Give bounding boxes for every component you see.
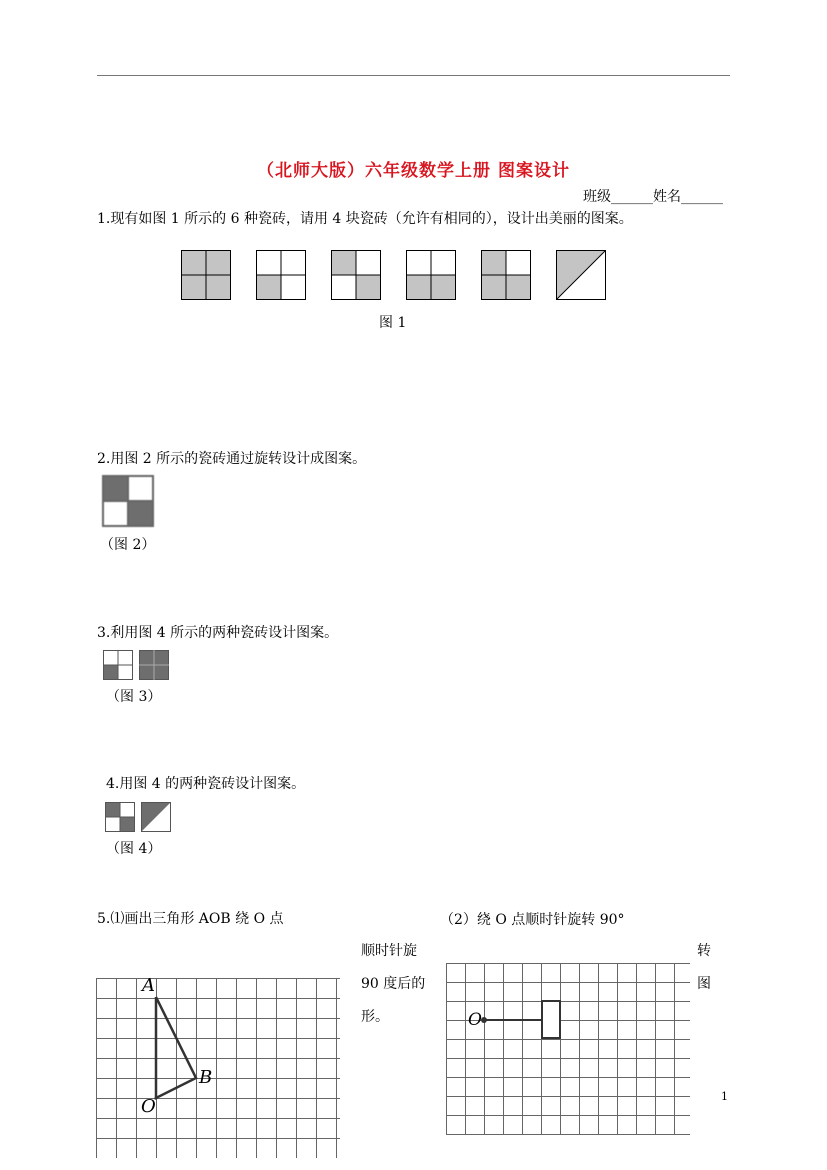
tile-bottom-left-gray: [256, 250, 306, 300]
tile-diagonal-gray: [331, 250, 381, 300]
figure-3-tile-b: [139, 650, 169, 680]
figure-2-tile: [102, 475, 154, 527]
figure-3-caption: （图 3）: [106, 689, 162, 705]
label-b: B: [199, 1067, 213, 1088]
q5-part2-text: （2）绕 O 点顺时针旋转 90°: [440, 912, 625, 928]
q4-text: 4.用图 4 的两种瓷砖设计图案。: [106, 776, 306, 792]
page-number: 1: [721, 1090, 728, 1103]
q5-part2-line2: 转: [697, 943, 711, 959]
class-name-line: 班级______姓名______: [583, 189, 723, 205]
q5-part1-line4: 形。: [361, 1009, 389, 1025]
tile-all-gray: [181, 250, 231, 300]
q2-text: 2.用图 2 所示的瓷砖通过旋转设计成图案。: [97, 451, 367, 467]
figure-4-caption: （图 4）: [106, 841, 162, 857]
label-o-left: O: [141, 1096, 156, 1117]
figure-4-tile-b: [141, 802, 171, 832]
figure-1-caption: 图 1: [379, 315, 407, 331]
q1-text: 1.现有如图 1 所示的 6 种瓷砖，请用 4 块瓷砖（允许有相同的），设计出美丽的图案。: [97, 211, 633, 227]
figure-2-caption: （图 2）: [100, 537, 156, 553]
tile-triangle: [556, 250, 606, 300]
q5-part2-line3: 图: [697, 976, 711, 992]
grid-rotation-shape: [446, 963, 690, 1135]
page-title: （北师大版）六年级数学上册 图案设计: [257, 161, 570, 181]
q5-part1-line3: 90 度后的: [361, 976, 426, 992]
figure-4-tile-a: [105, 802, 135, 832]
q3-text: 3.利用图 4 所示的两种瓷砖设计图案。: [97, 625, 339, 641]
grid-triangle-aob: [96, 978, 340, 1158]
tile-bottom-half-gray: [406, 250, 456, 300]
tile-three-gray: [481, 250, 531, 300]
q5-part1-text: 5.⑴画出三角形 AOB 绕 O 点: [97, 911, 284, 927]
header-rule: [97, 75, 730, 76]
q5-part1-line2: 顺时针旋: [361, 943, 417, 959]
label-o-right: O: [468, 1010, 482, 1030]
label-a: A: [142, 975, 155, 996]
figure-3-tile-a: [103, 650, 133, 680]
